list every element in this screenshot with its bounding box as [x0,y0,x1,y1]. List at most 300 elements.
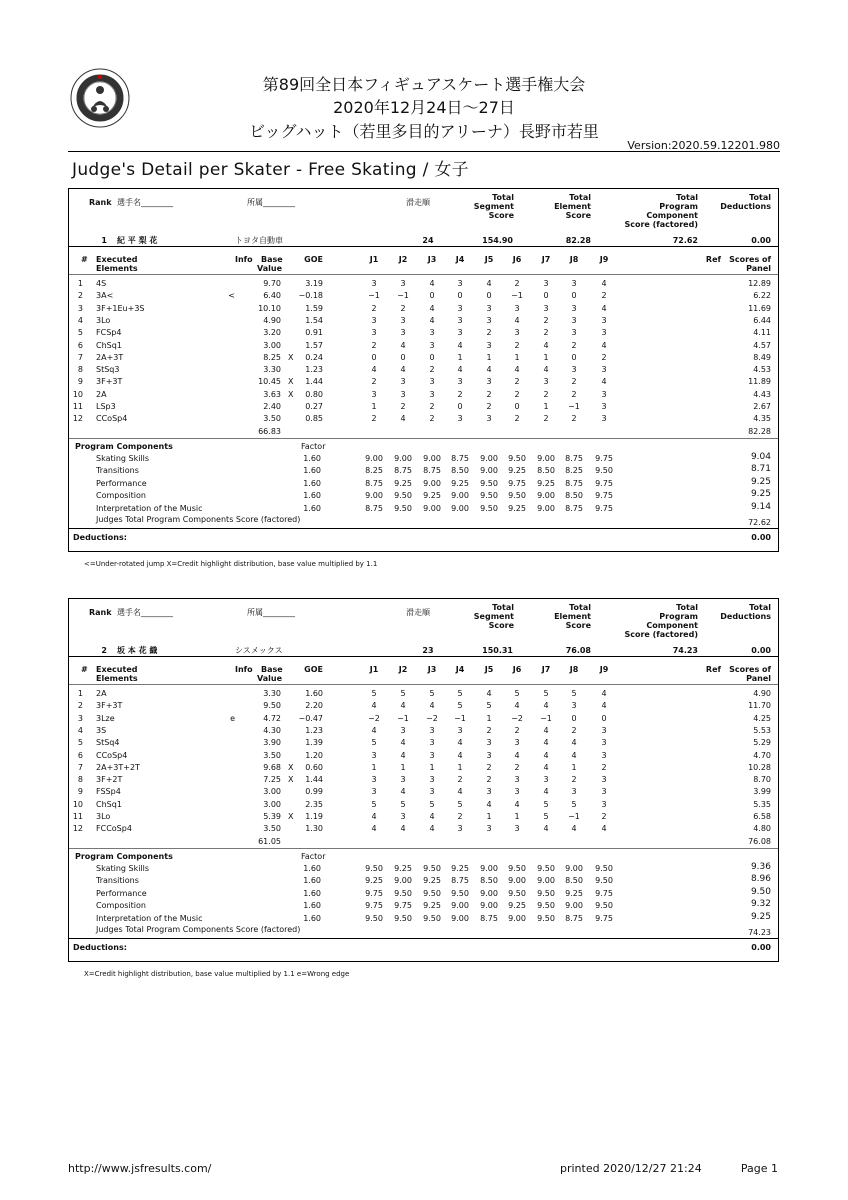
factor-header: Factor [301,851,326,861]
club-label: 所属________ [247,608,295,617]
component-factor: 1.60 [303,491,321,501]
element-panel-score: 4.25 [753,713,771,723]
element-judge-score: 3 [486,303,492,313]
element-panel-score: 3.99 [753,787,771,797]
element-judge-score: 3 [514,824,520,834]
judge-header: J4 [455,665,465,674]
element-base-value: 3.63 [263,389,281,399]
element-judge-score: 5 [571,689,577,698]
judge-header: J9 [599,665,609,674]
elements-divider [69,274,778,275]
base-header: Base [261,255,283,264]
element-goe: 2.35 [305,799,323,809]
element-info: < [228,291,235,301]
component-judge-score: 9.50 [480,478,498,488]
info-divider [69,656,778,657]
component-judge-score: 9.50 [365,863,383,873]
element-judge-score: 0 [400,352,406,362]
element-judge-score: 4 [514,799,520,809]
element-code: 3F+2T [96,775,123,785]
deductions-divider [69,528,778,529]
element-panel-score: 4.11 [753,328,771,338]
tes-label: Element [554,612,591,621]
component-name: Composition [96,901,146,911]
element-base-value: 3.00 [263,787,281,797]
element-judge-score: 5 [429,799,435,809]
element-judge-score: 2 [486,402,492,411]
element-judge-score: 2 [601,762,607,772]
component-judge-score: 9.00 [394,876,412,886]
elements-header: Executed [96,255,138,264]
element-judge-score: 3 [601,775,607,785]
element-judge-score: 3 [601,738,607,748]
element-base-value: 10.10 [258,303,281,313]
element-number: 8 [77,775,83,785]
element-x-mark: X [288,389,294,399]
num-header: # [81,255,88,264]
header-rule [68,151,780,152]
element-code: 3F+3T [96,701,123,711]
element-judge-score: 4 [429,812,435,821]
element-judge-score: 3 [571,279,577,288]
element-judge-score: 3 [601,328,607,338]
element-judge-score: 2 [571,414,577,424]
element-goe: 1.23 [305,725,323,735]
element-judge-score: 4 [514,365,520,375]
element-judge-score: 2 [486,762,492,772]
tes-total: 82.28 [748,426,771,436]
pc-divider [69,438,778,439]
element-judge-score: 4 [371,725,377,735]
element-judge-score: 2 [571,340,577,350]
element-judge-score: 1 [371,402,377,411]
tss-label: Total [492,603,514,612]
element-judge-score: 5 [543,689,549,698]
element-judge-score: −1 [397,291,409,301]
component-panel-score: 9.50 [750,886,771,897]
element-base-value: 3.50 [263,750,281,760]
element-panel-score: 12.89 [748,279,771,288]
base-header: Base [261,665,283,674]
element-judge-score: 3 [543,377,549,387]
element-judge-score: 4 [400,414,406,424]
page-subtitle: Judge's Detail per Skater - Free Skating / 女子 [72,160,469,180]
tes-label: Element [554,202,591,211]
component-judge-score: 9.25 [508,466,526,476]
element-judge-score: 1 [543,352,549,362]
component-factor: 1.60 [303,453,321,463]
component-panel-score: 8.71 [750,464,771,475]
element-judge-score: 2 [543,414,549,424]
component-panel-score: 9.25 [750,489,771,500]
component-judge-score: 9.00 [365,453,383,463]
element-judge-score: 4 [400,738,406,748]
element-judge-score: 1 [486,352,492,362]
element-judge-score: 3 [371,389,377,399]
footer-url[interactable]: http://www.jsfresults.com/ [68,1162,212,1175]
element-judge-score: 4 [543,762,549,772]
scores-header: Panel [746,674,771,683]
element-judge-score: 4 [543,701,549,711]
element-panel-score: 4.57 [753,340,771,350]
element-panel-score: 4.80 [753,824,771,834]
element-judge-score: 2 [457,389,463,399]
element-judge-score: 3 [457,377,463,387]
skater-panel [68,598,779,962]
element-judge-score: 4 [400,750,406,760]
component-judge-score: 9.50 [595,901,613,911]
element-judge-score: 3 [400,377,406,387]
element-goe: 0.24 [305,352,323,362]
element-judge-score: 4 [514,315,520,325]
deductions-divider [69,938,778,939]
goe-header: GOE [304,665,323,674]
element-judge-score: 4 [400,824,406,834]
element-judge-score: 3 [429,787,435,797]
component-judge-score: 9.00 [451,901,469,911]
component-judge-score: 9.00 [451,914,469,923]
element-number: 5 [77,738,83,748]
element-judge-score: 5 [571,799,577,809]
element-judge-score: 3 [486,787,492,797]
judge-header: J5 [484,255,494,264]
judge-header: J3 [427,665,437,674]
element-panel-score: 10.28 [748,762,771,772]
element-judge-score: 4 [429,824,435,834]
component-panel-score: 9.36 [750,861,771,872]
component-judge-score: 8.75 [565,478,583,488]
tss-label: Segment [473,612,514,621]
element-judge-score: −2 [426,713,438,723]
element-judge-score: 3 [486,738,492,748]
tss-value: 154.90 [482,236,513,245]
component-panel-score: 9.32 [750,899,771,910]
element-judge-score: 2 [514,762,520,772]
component-judge-score: 9.25 [423,491,441,501]
judge-header: J6 [512,665,522,674]
element-judge-score: 1 [457,352,463,362]
element-goe: 0.60 [305,762,323,772]
component-judge-score: 9.50 [595,876,613,886]
element-judge-score: 5 [371,689,377,698]
element-judge-score: 1 [429,762,435,772]
element-judge-score: 3 [457,725,463,735]
order-label: 滑走順 [406,198,430,207]
element-judge-score: 4 [601,701,607,711]
component-judge-score: 9.75 [595,491,613,501]
element-judge-score: 4 [514,701,520,711]
element-judge-score: 2 [486,775,492,785]
component-judge-score: 9.50 [480,504,498,513]
element-goe: 1.23 [305,365,323,375]
component-judge-score: 9.50 [508,863,526,873]
element-judge-score: −1 [568,402,580,411]
deductions-value: 0.00 [751,532,771,542]
element-judge-score: 4 [457,787,463,797]
element-code: 3S [96,725,107,735]
element-judge-score: 4 [400,365,406,375]
element-judge-score: 4 [429,701,435,711]
element-number: 2 [77,701,83,711]
component-judge-score: 9.25 [508,504,526,513]
element-judge-score: 3 [429,328,435,338]
element-judge-score: 1 [543,402,549,411]
component-judge-score: 9.00 [480,901,498,911]
element-judge-score: 3 [514,328,520,338]
element-goe: 1.54 [305,315,323,325]
tes-label: Score [565,621,591,630]
component-judge-score: 9.00 [508,876,526,886]
component-judge-score: 8.25 [365,466,383,476]
component-judge-score: 9.50 [537,914,555,923]
element-judge-score: 3 [514,303,520,313]
component-factor: 1.60 [303,466,321,476]
element-base-value: 6.40 [263,291,281,301]
element-x-mark: X [288,762,294,772]
component-judge-score: 9.75 [595,504,613,513]
skater-club: シスメックス [235,646,283,655]
judges-total-label: Judges Total Program Components Score (factored) [96,924,301,934]
element-judge-score: 4 [601,824,607,834]
elements-header: Executed [96,665,138,674]
element-number: 1 [77,689,83,698]
component-judge-score: 8.75 [565,504,583,513]
element-judge-score: 3 [400,725,406,735]
element-judge-score: 4 [371,701,377,711]
judge-header: J8 [569,665,579,674]
element-judge-score: 3 [371,775,377,785]
element-judge-score: 3 [429,725,435,735]
elements-header: Elements [96,264,138,273]
element-judge-score: 1 [486,812,492,821]
element-judge-score: 3 [514,787,520,797]
element-judge-score: 2 [601,812,607,821]
element-judge-score: −1 [368,291,380,301]
element-judge-score: 5 [543,799,549,809]
element-judge-score: 3 [486,315,492,325]
element-base-value: 3.30 [263,365,281,375]
component-judge-score: 9.00 [537,453,555,463]
component-judge-score: 9.75 [595,478,613,488]
element-code: ChSq1 [96,799,122,809]
element-goe: 3.19 [305,279,323,288]
tss-value: 150.31 [482,646,513,655]
pcs-label: Score (factored) [624,220,698,229]
element-goe: 1.30 [305,824,323,834]
component-factor: 1.60 [303,863,321,873]
component-judge-score: 8.75 [365,504,383,513]
event-venue: ビッグハット（若里多目的アリーナ）長野市若里 [249,122,599,141]
element-code: CCoSp4 [96,750,128,760]
element-code: 2A [96,389,107,399]
element-judge-score: 0 [543,291,549,301]
component-judge-score: 9.00 [451,504,469,513]
element-judge-score: 2 [514,377,520,387]
component-judge-score: 8.50 [565,876,583,886]
component-name: Performance [96,478,147,488]
scores-header: Panel [746,264,771,273]
element-goe: 1.57 [305,340,323,350]
component-judge-score: 9.00 [480,453,498,463]
num-header: # [81,665,88,674]
component-judge-score: 9.50 [508,491,526,501]
element-judge-score: 2 [514,389,520,399]
element-judge-score: 3 [601,365,607,375]
component-judge-score: 8.50 [565,491,583,501]
component-name: Skating Skills [96,453,150,463]
element-judge-score: 2 [514,414,520,424]
pcs-value: 74.23 [672,646,698,655]
element-judge-score: 0 [429,291,435,301]
element-judge-score: 2 [514,279,520,288]
element-panel-score: 5.53 [753,725,771,735]
element-judge-score: 2 [371,303,377,313]
element-judge-score: 0 [571,352,577,362]
element-code: 3F+1Eu+3S [96,303,145,313]
component-judge-score: 8.75 [565,453,583,463]
component-judge-score: 9.75 [394,901,412,911]
rank-label: Rank [89,198,112,207]
element-judge-score: 4 [400,340,406,350]
skater-name: 紀 平 梨 花 [117,236,158,245]
element-judge-score: 3 [457,303,463,313]
element-judge-score: 2 [429,402,435,411]
skater-name: 坂 本 花 織 [117,646,158,655]
element-code: ChSq1 [96,340,122,350]
name-label: 選手名________ [117,608,173,617]
component-judge-score: 9.50 [537,863,555,873]
judge-header: J1 [369,665,379,674]
element-number: 7 [77,762,83,772]
element-judge-score: 2 [400,402,406,411]
element-number: 12 [72,414,83,424]
program-components-header: Program Components [75,851,173,861]
element-judge-score: 1 [514,352,520,362]
component-judge-score: 9.25 [423,901,441,911]
element-judge-score: −2 [368,713,380,723]
element-code: 3Lo [96,812,111,821]
element-judge-score: 4 [457,738,463,748]
component-judge-score: 9.25 [423,876,441,886]
component-judge-score: 9.00 [480,888,498,898]
component-judge-score: 9.00 [537,876,555,886]
element-base-value: 3.20 [263,328,281,338]
element-judge-score: 4 [457,340,463,350]
component-judge-score: 9.25 [365,876,383,886]
element-panel-score: 4.70 [753,750,771,760]
element-number: 3 [77,713,83,723]
element-code: StSq4 [96,738,120,748]
element-judge-score: 3 [371,279,377,288]
component-judge-score: 9.00 [423,453,441,463]
element-code: CCoSp4 [96,414,128,424]
element-x-mark: X [288,352,294,362]
element-goe: 1.60 [305,689,323,698]
component-judge-score: 9.50 [537,901,555,911]
element-judge-score: 5 [429,689,435,698]
tes-value: 76.08 [565,646,591,655]
component-judge-score: 9.50 [394,491,412,501]
element-judge-score: 2 [543,315,549,325]
element-code: FCSp4 [96,328,122,338]
component-judge-score: 9.00 [565,863,583,873]
element-judge-score: 3 [571,787,577,797]
element-number: 9 [77,377,83,387]
element-judge-score: 2 [486,725,492,735]
ded-label: Deductions [720,612,771,621]
component-judge-score: 9.00 [508,914,526,923]
judge-header: J8 [569,255,579,264]
element-judge-score: 4 [543,750,549,760]
element-judge-score: 5 [400,689,406,698]
element-judge-score: 3 [571,701,577,711]
element-code: 3Lo [96,315,111,325]
element-number: 5 [77,328,83,338]
element-number: 6 [77,340,83,350]
element-judge-score: 1 [514,812,520,821]
element-judge-score: 4 [457,750,463,760]
element-judge-score: 3 [400,279,406,288]
component-judge-score: 9.25 [451,863,469,873]
pc-divider [69,848,778,849]
legend-note: <=Under-rotated jump X=Credit highlight distribution, base value multiplied by 1.1 [84,560,378,568]
footer-printed: printed 2020/12/27 21:24 [560,1162,702,1175]
element-judge-score: −1 [454,713,466,723]
element-panel-score: 5.35 [753,799,771,809]
element-judge-score: 2 [429,414,435,424]
component-judge-score: 8.50 [537,466,555,476]
element-number: 10 [72,389,83,399]
element-judge-score: 2 [400,303,406,313]
element-judge-score: 2 [429,365,435,375]
component-name: Transitions [96,876,139,886]
element-judge-score: 2 [514,725,520,735]
element-judge-score: 5 [457,689,463,698]
judge-header: J3 [427,255,437,264]
pcs-label: Component [646,211,698,220]
element-goe: 1.44 [305,775,323,785]
element-panel-score: 2.67 [753,402,771,411]
skater-panel [68,188,779,552]
legend-note: X=Credit highlight distribution, base value multiplied by 1.1 e=Wrong edge [84,970,350,978]
element-judge-score: 3 [457,824,463,834]
element-goe: 0.27 [305,402,323,411]
element-base-value: 3.50 [263,414,281,424]
element-goe: 0.85 [305,414,323,424]
element-judge-score: 3 [571,365,577,375]
element-judge-score: 4 [571,750,577,760]
element-judge-score: 3 [486,414,492,424]
element-goe: 1.39 [305,738,323,748]
elements-divider [69,684,778,685]
element-judge-score: 0 [457,402,463,411]
ded-label: Total [749,603,771,612]
element-goe: 1.44 [305,377,323,387]
element-base-value: 3.00 [263,799,281,809]
element-code: 3Lze [96,713,115,723]
element-number: 6 [77,750,83,760]
element-judge-score: 3 [486,824,492,834]
element-base-value: 7.25 [263,775,281,785]
component-judge-score: 9.50 [508,453,526,463]
element-judge-score: 4 [371,365,377,375]
element-code: LSp3 [96,402,116,411]
judge-header: J5 [484,665,494,674]
element-judge-score: 1 [457,762,463,772]
element-number: 11 [72,812,83,821]
element-judge-score: 5 [457,701,463,711]
element-panel-score: 11.89 [748,377,771,387]
